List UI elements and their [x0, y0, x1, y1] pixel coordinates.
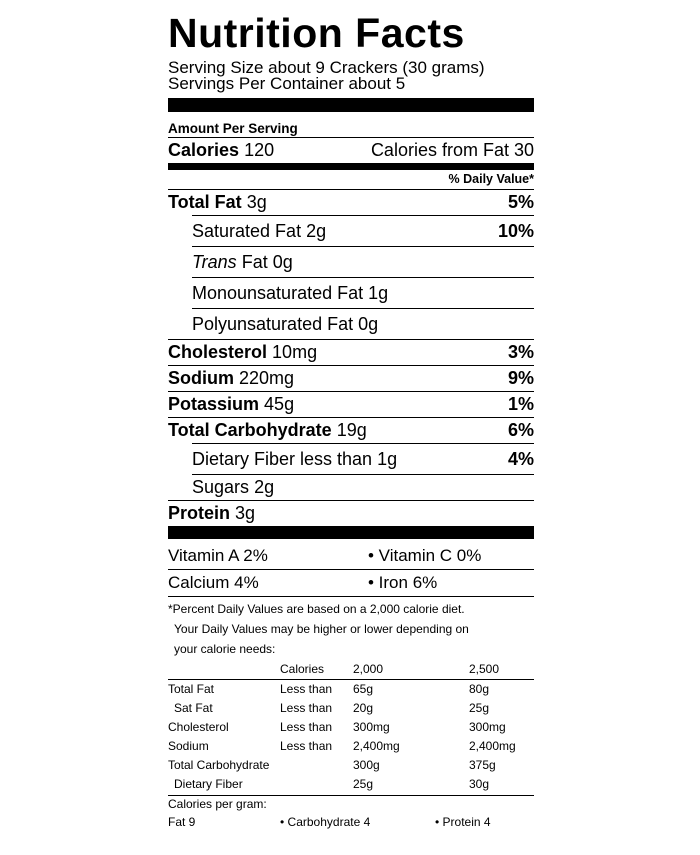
footnote-line: your calorie needs:	[174, 642, 276, 656]
table-cell: Calories	[280, 660, 353, 680]
table-cell: 375g	[469, 758, 496, 772]
nutrient-name-italic: Trans	[192, 252, 237, 272]
thick-divider	[168, 98, 534, 112]
calories-per-gram-label: Calories per gram:	[168, 795, 534, 813]
nutrient-name: Dietary Fiber less than	[192, 449, 373, 469]
nutrient-dv: 9%	[507, 368, 534, 388]
nutrient-amount: 3g	[246, 192, 267, 212]
table-cell: 2,400mg	[353, 739, 400, 753]
amount-per-serving: Amount Per Serving	[168, 121, 298, 136]
nutrient-name: Polyunsaturated Fat	[192, 314, 354, 334]
nutrient-amount: 45g	[264, 394, 295, 414]
nutrient-name: Total Fat	[168, 192, 242, 212]
table-cell: 300mg	[353, 720, 390, 734]
nutrient-name: Saturated Fat	[192, 221, 302, 241]
nutrient-name: Cholesterol	[168, 342, 268, 362]
nutrient-amount: 220mg	[239, 368, 295, 388]
nutrient-amount: 19g	[336, 420, 367, 440]
table-cell: Total Carbohydrate	[168, 758, 270, 772]
table-row	[168, 699, 534, 718]
thick-divider	[168, 526, 534, 539]
nutrient-row-total-fat	[168, 189, 534, 215]
nutrient-amount: 1g	[377, 449, 398, 469]
nutrient-amount: 2g	[306, 221, 327, 241]
table-cell: 20g	[353, 701, 374, 715]
table-cell: 300g	[353, 758, 380, 772]
nutrient-row-trans-fat	[192, 246, 534, 277]
calories-per-gram-row	[168, 813, 534, 831]
nutrition-label	[168, 10, 534, 831]
nutrient-dv: 1%	[507, 394, 534, 414]
nutrient-row-sodium	[168, 365, 534, 391]
cpg-protein: • Protein 4	[435, 815, 491, 829]
nutrient-dv: 6%	[507, 420, 534, 440]
nutrient-name: Total Carbohydrate	[168, 420, 332, 440]
vitamin-left: Calcium 4%	[168, 573, 259, 592]
vitamin-row	[168, 543, 534, 569]
nutrient-amount: 1g	[368, 283, 389, 303]
table-cell: Less than	[280, 739, 333, 753]
table-cell: Sodium	[168, 739, 209, 753]
nutrient-amount: 0g	[272, 252, 293, 272]
table-cell: 2,400mg	[469, 739, 516, 753]
nutrient-name: Fat	[241, 252, 268, 272]
table-row	[168, 718, 534, 737]
calories-from-fat: Calories from Fat 30	[370, 140, 534, 160]
cpg-fat: Fat 9	[168, 815, 196, 829]
nutrient-amount: 2g	[254, 477, 275, 497]
calories-value: 120	[244, 140, 275, 160]
nutrient-dv: 3%	[507, 342, 534, 362]
daily-values-table	[168, 660, 534, 794]
daily-value-header: % Daily Value*	[448, 172, 534, 186]
nutrient-amount: 3g	[235, 503, 256, 523]
footnote-line: *Percent Daily Values are based on a 2,000 calorie diet.	[168, 602, 465, 616]
table-cell: 2,500	[469, 660, 534, 680]
nutrient-amount: 10mg	[272, 342, 318, 362]
table-cell: 25g	[353, 777, 374, 791]
table-cell: 65g	[353, 682, 374, 696]
serving-size: Serving Size about 9 Crackers (30 grams)	[168, 58, 485, 77]
table-row	[168, 775, 534, 794]
table-cell: 25g	[469, 701, 490, 715]
nutrient-dv: 4%	[507, 449, 534, 469]
nutrient-name: Sugars	[192, 477, 250, 497]
nutrient-name: Sodium	[168, 368, 234, 388]
table-cell	[280, 775, 353, 794]
calories-label: Calories	[168, 140, 240, 160]
table-cell	[168, 660, 280, 680]
table-cell: Dietary Fiber	[174, 777, 243, 791]
table-row	[168, 756, 534, 775]
nutrient-row-polyunsaturated-fat	[192, 308, 534, 339]
table-cell: Total Fat	[168, 682, 215, 696]
table-cell: 80g	[469, 682, 490, 696]
label-title: Nutrition Facts	[168, 10, 465, 56]
nutrient-dv: 10%	[497, 221, 534, 241]
table-row	[168, 737, 534, 756]
table-cell: Less than	[280, 701, 333, 715]
medium-divider	[168, 163, 534, 170]
nutrient-row-sugars	[192, 474, 534, 500]
table-cell: Sat Fat	[174, 701, 213, 715]
nutrient-row-dietary-fiber	[192, 443, 534, 474]
table-cell: 300mg	[469, 720, 506, 734]
table-cell: Less than	[280, 682, 333, 696]
nutrient-row-cholesterol	[168, 339, 534, 365]
table-cell	[280, 756, 353, 775]
footnote-line: Your Daily Values may be higher or lower depending on	[174, 622, 469, 636]
vitamin-right: • Vitamin C 0%	[368, 546, 482, 565]
nutrient-amount: 0g	[358, 314, 379, 334]
cpg-carb: • Carbohydrate 4	[280, 815, 371, 829]
table-row	[168, 680, 534, 700]
nutrient-row-protein	[168, 500, 534, 526]
table-cell: 2,000	[353, 660, 469, 680]
footnote	[168, 596, 534, 659]
nutrient-name: Monounsaturated Fat	[192, 283, 364, 303]
calories-row	[168, 137, 534, 163]
servings-per-container: Servings Per Container about 5	[168, 74, 406, 93]
vitamin-left: Vitamin A 2%	[168, 546, 268, 565]
nutrient-name: Potassium	[168, 394, 260, 414]
table-cell: 30g	[469, 777, 490, 791]
vitamin-right: • Iron 6%	[368, 573, 438, 592]
nutrient-name: Protein	[168, 503, 231, 523]
nutrient-row-monounsaturated-fat	[192, 277, 534, 308]
nutrient-row-potassium	[168, 391, 534, 417]
table-cell: Less than	[280, 720, 333, 734]
nutrient-dv: 5%	[507, 192, 534, 212]
nutrient-row-saturated-fat	[192, 215, 534, 246]
table-cell: Cholesterol	[168, 720, 229, 734]
table-header-row	[168, 660, 534, 680]
nutrient-row-total-carbohydrate	[168, 417, 534, 443]
vitamin-row	[168, 569, 534, 596]
